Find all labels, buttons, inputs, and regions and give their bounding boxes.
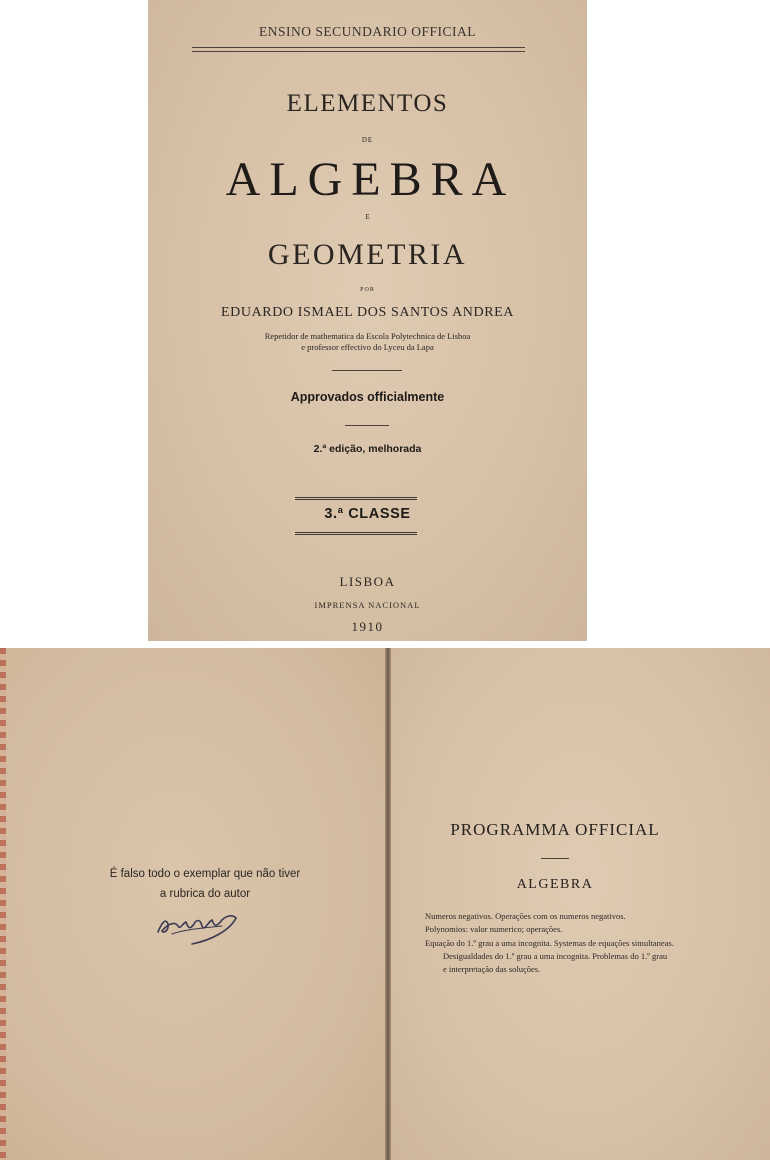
warning-line2: a rubrica do autor — [159, 888, 251, 900]
programma-heading: PROGRAMMA OFFICIAL — [450, 820, 660, 839]
title-geometria: GEOMETRIA — [267, 238, 468, 271]
divider-rule — [541, 858, 569, 859]
connector-de: DE — [361, 136, 374, 144]
title-algebra: ALGEBRA — [225, 153, 516, 206]
warning-line1: É falso todo o exemplar que não tiver — [109, 868, 301, 880]
author-role-line1: Repetidor de mathematica da Escola Polytechnica de Lisboa — [264, 331, 471, 341]
right-page — [391, 648, 770, 1160]
divider-rule — [345, 425, 389, 426]
programma-line: e interpretação das soluções. — [443, 964, 541, 974]
publication-year: 1910 — [351, 619, 384, 634]
approved-text: Approvados officialmente — [290, 390, 445, 404]
title-elementos: ELEMENTOS — [286, 90, 449, 117]
header-rule — [192, 47, 525, 52]
page-edge-stain — [0, 648, 6, 1160]
left-page — [0, 648, 387, 1160]
connector-e: E — [365, 213, 370, 221]
title-page — [148, 0, 587, 641]
divider-rule — [332, 370, 402, 371]
signature-mark — [152, 904, 248, 948]
author-name: EDUARDO ISMAEL DOS SANTOS ANDREA — [221, 305, 514, 320]
programma-line: Numeros negativos. Operações com os numeros negativos. — [425, 911, 626, 921]
programma-subheading: ALGEBRA — [516, 877, 594, 892]
publisher-city: LISBOA — [339, 574, 396, 589]
programma-line: Polynomios: valor numerico; operações. — [425, 924, 563, 934]
author-role-line2: e professor effectivo do Lyceu da Lapa — [301, 342, 434, 352]
classe-label: 3.ª CLASSE — [324, 506, 411, 522]
programma-line: Desigualdades do 1.º grau a uma incognita. Problemas do 1.º grau — [443, 951, 668, 961]
series-header: ENSINO SECUNDARIO OFFICIAL — [258, 24, 476, 39]
publisher-press: IMPRENSA NACIONAL — [314, 600, 421, 610]
edition-text: 2.ª edição, melhorada — [313, 443, 422, 455]
programma-line: Equação do 1.º grau a uma incognita. Systemas de equações simultaneas. — [425, 938, 674, 948]
connector-por: POR — [360, 287, 375, 293]
